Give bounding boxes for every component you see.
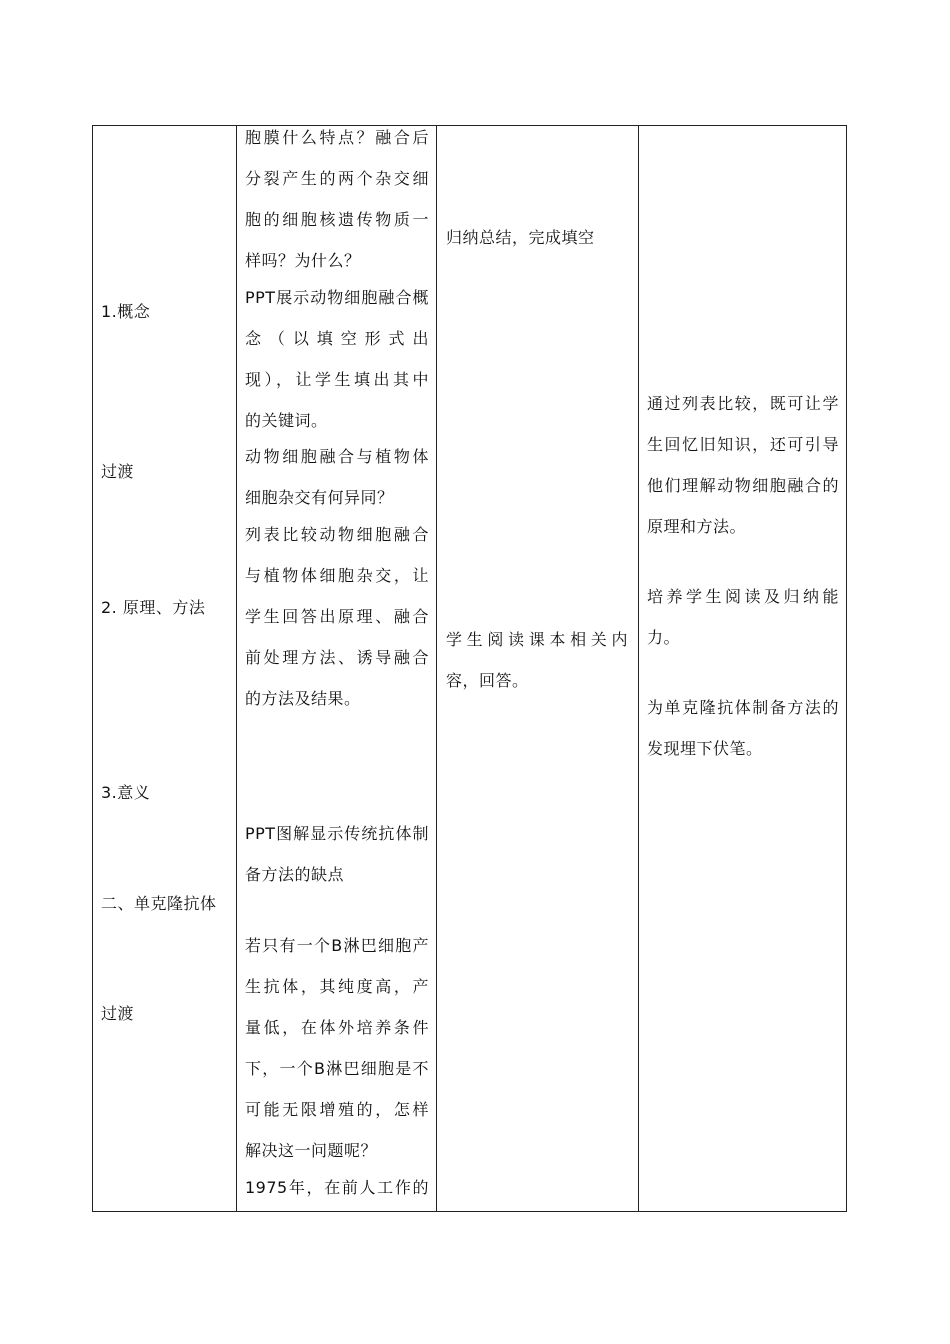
student-activity-line: 学生阅读课本相关内: [446, 630, 628, 649]
teacher-activity-line: 动物细胞融合与植物体: [245, 447, 429, 466]
design-intent-line: 发现埋下伏笔。: [647, 739, 763, 758]
section-transition-2: 过渡: [101, 1004, 135, 1023]
teacher-activity-line: PPT展示动物细胞融合概: [245, 288, 429, 307]
column-divider: [436, 126, 437, 1211]
section-principle-method: 2. 原理、方法: [101, 598, 206, 617]
section-transition-1: 过渡: [101, 462, 135, 481]
teacher-activity-line: 念（以填空形式出: [245, 329, 429, 348]
design-intent-line: 他们理解动物细胞融合的: [647, 476, 839, 495]
teacher-activity-line: PPT图解显示传统抗体制: [245, 824, 429, 843]
design-intent-line: 原理和方法。: [647, 517, 747, 536]
teacher-activity-line: 量低，在体外培养条件: [245, 1018, 429, 1037]
column-divider: [236, 126, 237, 1211]
design-intent-line: 培养学生阅读及归纳能: [647, 587, 839, 606]
teacher-activity-line: 生抗体，其纯度高，产: [245, 977, 429, 996]
teacher-activity-line: 前处理方法、诱导融合: [245, 648, 429, 667]
teacher-activity-line: 备方法的缺点: [245, 865, 345, 884]
teacher-activity-line: 的关键词。: [245, 411, 328, 430]
design-intent-line: 生回忆旧知识，还可引导: [647, 435, 839, 454]
teacher-activity-line: 若只有一个B淋巴细胞产: [245, 936, 429, 955]
design-intent-line: 力。: [647, 628, 681, 647]
teacher-activity-line: 现），让学生填出其中: [245, 370, 429, 389]
teacher-activity-line: 细胞杂交有何异同？: [245, 488, 394, 507]
section-monoclonal-antibody: 二、单克隆抗体: [101, 894, 217, 913]
section-concept: 1.概念: [101, 302, 151, 321]
teacher-activity-line: 胞膜什么特点？融合后: [245, 128, 429, 147]
student-activity-line: 归纳总结，完成填空: [446, 228, 595, 247]
teacher-activity-line: 分裂产生的两个杂交细: [245, 169, 429, 188]
teacher-activity-line: 样吗？为什么？: [245, 251, 361, 270]
section-significance: 3.意义: [101, 783, 151, 802]
teacher-activity-line: 与植物体细胞杂交，让: [245, 566, 429, 585]
column-divider: [638, 126, 639, 1211]
student-activity-line: 容，回答。: [446, 671, 529, 690]
teacher-activity-line: 学生回答出原理、融合: [245, 607, 429, 626]
design-intent-line: 通过列表比较，既可让学: [647, 394, 839, 413]
teacher-activity-line: 列表比较动物细胞融合: [245, 525, 429, 544]
teacher-activity-line: 解决这一问题呢？: [245, 1141, 378, 1160]
design-intent-line: 为单克隆抗体制备方法的: [647, 698, 839, 717]
teacher-activity-line: 可能无限增殖的，怎样: [245, 1100, 429, 1119]
teacher-activity-line: 下，一个B淋巴细胞是不: [245, 1059, 429, 1078]
teacher-activity-line: 1975年，在前人工作的: [245, 1178, 429, 1197]
teacher-activity-line: 胞的细胞核遗传物质一: [245, 210, 429, 229]
teacher-activity-line: 的方法及结果。: [245, 689, 361, 708]
lesson-plan-table: [92, 125, 847, 1212]
